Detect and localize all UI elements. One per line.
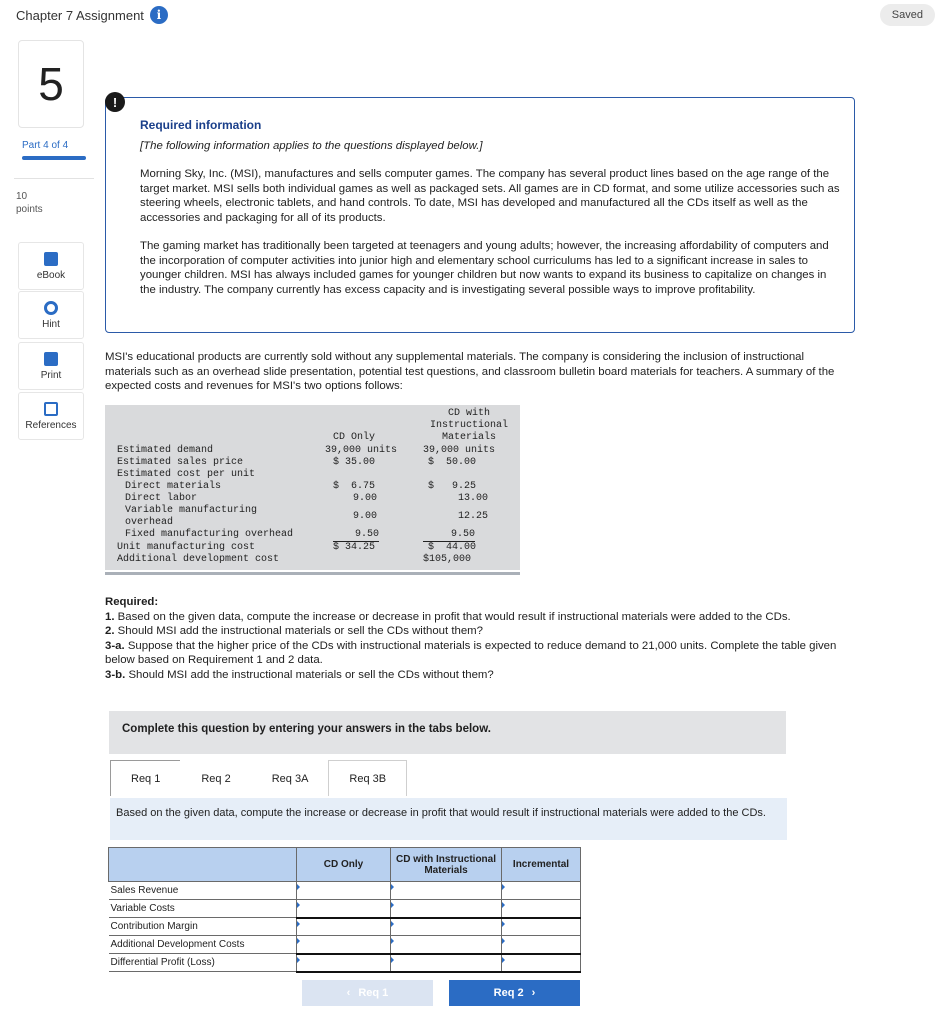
answer-row-label: Differential Profit (Loss) xyxy=(109,954,297,972)
table-row xyxy=(105,457,520,469)
row-value-cd-materials: $ 44.00 xyxy=(428,542,477,553)
table-row xyxy=(109,882,581,900)
saved-status-badge: Saved xyxy=(880,4,935,26)
contribution-margin-incremental-input[interactable] xyxy=(502,918,581,936)
differential-profit-cd-only-input[interactable] xyxy=(297,954,391,972)
sales-revenue-incremental-input[interactable] xyxy=(502,882,581,900)
sales-revenue-cd-materials-input[interactable] xyxy=(391,882,502,900)
additional-development-incremental-input[interactable] xyxy=(502,936,581,954)
table-row xyxy=(109,918,581,936)
answer-col-header-cd-only: CD Only xyxy=(297,848,391,882)
differential-profit-incremental-input[interactable] xyxy=(502,954,581,972)
answer-table-corner xyxy=(109,848,297,882)
variable-costs-cd-materials-input[interactable] xyxy=(391,900,502,918)
row-value-cd-materials: $ 9.25 xyxy=(428,481,477,492)
divider xyxy=(14,178,94,179)
table-row xyxy=(105,469,520,481)
table-row xyxy=(105,493,520,505)
answer-row-label: Variable Costs xyxy=(109,900,297,918)
chevron-left-icon: ‹ xyxy=(346,987,351,999)
copy-icon xyxy=(44,402,58,416)
answer-table xyxy=(108,847,581,973)
answer-col-header-cd-materials: CD with Instructional Materials xyxy=(391,848,502,882)
answer-row-label: Additional Development Costs xyxy=(109,936,297,954)
table-row xyxy=(105,542,520,554)
row-label: Estimated cost per unit xyxy=(117,469,256,480)
info-icon[interactable]: i xyxy=(150,6,168,24)
print-button[interactable] xyxy=(18,342,84,390)
row-label: Fixed manufacturing overhead xyxy=(125,529,294,540)
assignment-title xyxy=(16,6,168,24)
tab-req-2[interactable]: Req 2 xyxy=(180,760,251,796)
previous-req-button[interactable] xyxy=(302,980,433,1006)
row-label: Unit manufacturing cost xyxy=(117,542,256,553)
row-value-cd-only: $ 34.25 xyxy=(333,542,376,553)
points-label: points xyxy=(16,204,43,215)
sales-revenue-cd-only-input[interactable] xyxy=(297,882,391,900)
table-row xyxy=(105,445,520,457)
tab-req-3b[interactable]: Req 3B xyxy=(328,760,407,796)
row-label: Estimated sales price xyxy=(117,457,244,468)
row-label: Estimated demand xyxy=(117,445,214,456)
row-value-cd-materials: 39,000 units xyxy=(423,445,496,456)
row-value-cd-only-wrap xyxy=(333,529,379,540)
row-label: Variable manufacturing overhead xyxy=(125,505,258,528)
tab-req-1[interactable]: Req 1 xyxy=(110,760,181,796)
differential-profit-cd-materials-input[interactable] xyxy=(391,954,502,972)
question-sidebar xyxy=(10,40,92,431)
answer-row-label: Sales Revenue xyxy=(109,882,297,900)
requirement-number: 3-a. xyxy=(105,639,125,652)
requirement-3b xyxy=(105,668,865,683)
tab-req-3a[interactable]: Req 3A xyxy=(251,760,330,796)
contribution-margin-cd-only-input[interactable] xyxy=(297,918,391,936)
ebook-button[interactable] xyxy=(18,242,84,290)
points-indicator xyxy=(16,190,43,216)
alert-icon: ! xyxy=(105,92,125,112)
scenario-text: MSI's educational products are currently sold without any supplemental materials. The company is considering the inclusion of instructional materials such as an overhead slide presentation, potential test questions, and classroom bulletin board materials for teachers. A summary of the expected costs and revenues for MSI's two options follows: xyxy=(105,351,835,392)
required-information-box xyxy=(105,97,855,333)
required-info-heading: Required information xyxy=(140,118,262,132)
table-row xyxy=(105,554,520,566)
requirement-number: 1. xyxy=(105,610,115,623)
part-progress-bar xyxy=(22,156,86,160)
ebook-label: eBook xyxy=(36,269,66,281)
references-label: References xyxy=(25,419,77,431)
additional-development-cd-materials-input[interactable] xyxy=(391,936,502,954)
previous-req-label: Req 1 xyxy=(358,987,389,999)
complete-question-banner: Complete this question by entering your answers in the tabs below. xyxy=(109,711,786,754)
row-value-cd-materials: $ 50.00 xyxy=(428,457,477,468)
table-row xyxy=(109,936,581,954)
row-label: Direct materials xyxy=(125,481,222,492)
next-req-label: Req 2 xyxy=(493,987,524,999)
requirement-tabs xyxy=(110,760,406,796)
answer-col-header-incremental: Incremental xyxy=(502,848,581,882)
table-bottom-border xyxy=(105,572,520,575)
requirement-number: 2. xyxy=(105,625,115,637)
requirement-number: 3-b. xyxy=(105,668,126,681)
print-label: Print xyxy=(40,369,62,381)
book-icon xyxy=(44,252,58,266)
variable-costs-cd-only-input[interactable] xyxy=(297,900,391,918)
row-value-cd-materials: 9.50 xyxy=(450,529,475,540)
row-value-cd-materials: 13.00 xyxy=(458,493,489,504)
requirement-3a xyxy=(105,639,865,668)
col-header-cd-with-materials: CD with Instructional Materials xyxy=(429,408,508,443)
table-row xyxy=(109,900,581,918)
requirement-text: Should MSI add the instructional materials or sell the CDs without them? xyxy=(117,625,483,637)
table-row xyxy=(105,505,520,529)
references-button[interactable] xyxy=(18,392,84,440)
variable-costs-incremental-input[interactable] xyxy=(502,900,581,918)
chevron-right-icon: › xyxy=(531,987,536,999)
next-req-button[interactable] xyxy=(449,980,580,1006)
points-value: 10 xyxy=(16,191,28,202)
row-value-cd-only: $ 6.75 xyxy=(333,481,376,492)
table-row xyxy=(109,954,581,972)
lifebuoy-icon xyxy=(44,301,58,315)
row-value-cd-only: 39,000 units xyxy=(325,445,398,456)
row-value-cd-only: 9.00 xyxy=(353,511,378,522)
part-indicator: Part 4 of 4 xyxy=(22,140,69,151)
hint-label: Hint xyxy=(42,318,60,330)
required-info-subheading: [The following information applies to the questions displayed below.] xyxy=(140,139,483,152)
requirement-text: Suppose that the higher price of the CDs with instructional materials is expected to reduce demand to 21,000 units. Complete the table given below based on Requirement 1 and 2 data. xyxy=(105,639,837,666)
cost-revenue-table xyxy=(105,405,520,575)
answer-row-label: Contribution Margin xyxy=(109,918,297,936)
table-row xyxy=(105,481,520,493)
requirement-text: Should MSI add the instructional materials or sell the CDs without them? xyxy=(128,668,494,681)
requirements-list xyxy=(105,595,865,682)
requirement-text: Based on the given data, compute the increase or decrease in profit that would result if instructional materials were added to the CDs. xyxy=(117,610,791,623)
required-title: Required: xyxy=(105,596,159,608)
row-label: Additional development cost xyxy=(117,554,280,565)
row-value-cd-only: $ 35.00 xyxy=(333,457,376,468)
row-label: Direct labor xyxy=(125,493,198,504)
tab-instruction: Based on the given data, compute the increase or decrease in profit that would result if instructional materials were added to the CDs. xyxy=(110,798,787,840)
requirement-2 xyxy=(105,624,865,639)
question-number: 5 xyxy=(18,40,84,128)
requirement-1 xyxy=(105,610,865,625)
assignment-title-text: Chapter 7 Assignment xyxy=(16,7,144,23)
printer-icon xyxy=(44,352,58,366)
row-value-cd-materials: $105,000 xyxy=(423,554,472,565)
table-row xyxy=(105,529,520,541)
col-header-cd-only: CD Only xyxy=(333,432,376,443)
row-value-cd-only: 9.00 xyxy=(353,493,378,504)
row-value-cd-materials: 12.25 xyxy=(458,511,489,522)
row-value-cd-materials-wrap xyxy=(423,529,475,540)
required-info-paragraph-1: Morning Sky, Inc. (MSI), manufactures and sells computer games. The company has several product lines based on the age range of the target market. MSI sells both individual games as well as packaged sets. All games are in CD format, and some utilize accessories such as steering wheels, electronic tablets, and hand controls. To date, MSI has developed and manufactured all the CDs itself as well as the accessories and packaging for all of its products. xyxy=(140,168,840,224)
additional-development-cd-only-input[interactable] xyxy=(297,936,391,954)
hint-button[interactable] xyxy=(18,291,84,339)
required-info-paragraph-2: The gaming market has traditionally been targeted at teenagers and young adults; however, the increasing affordability of computers and the incorporation of computer activities into junior high and elementary school curriculums has led to a significant increase in sales to younger children. MSI has always included games for younger children but now wants to expand its business to capitalize on changes in the industry. The company currently has excess capacity and is investigating several possible ways to improve profitability. xyxy=(140,240,829,296)
row-value-cd-only: 9.50 xyxy=(354,529,379,540)
contribution-margin-cd-materials-input[interactable] xyxy=(391,918,502,936)
